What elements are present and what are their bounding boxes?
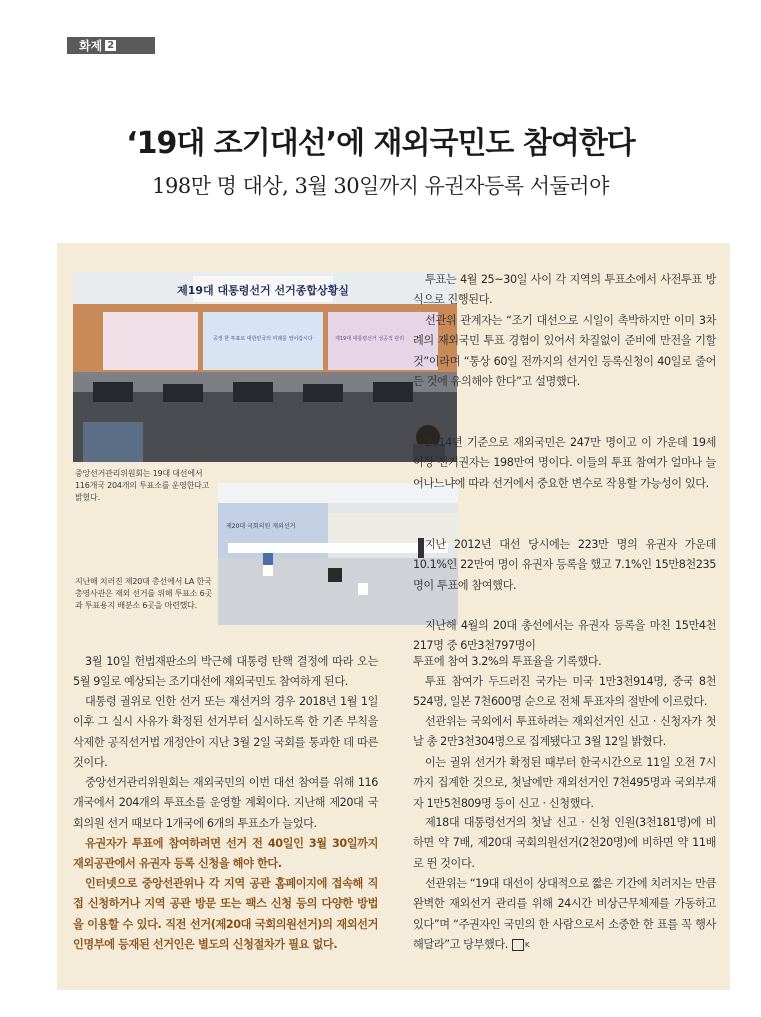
section-tag-label: 화제 [79, 39, 103, 53]
photo1-screen-right: 제19대 대통령선거 성공적 관리 [335, 336, 405, 342]
right-continuation: 투표에 참여 3.2%의 투표율을 기록했다. [413, 655, 602, 668]
right-bottom-paragraph-1: 투표 참여가 두드러진 국가는 미국 1만3천914명, 중국 8천524명, 일본 7천600명 순으로 전체 투표자의 절반에 이르렀다. [413, 675, 716, 709]
left-paragraph-2: 대통령 궐위로 인한 선거 또는 재선거의 경우 2018년 1월 1일 이후 그 실시 사유가 확정된 선거부터 실시하도록 한 기존 부칙을 삭제한 공직선거법 개정안이 지난 3월 2일 국회를 통과한 데 따른 것이다. [73, 695, 378, 769]
photo2-banner: 제20대 국회의원 재외선거 [226, 523, 296, 530]
right-paragraph-5: 지난해 4월의 20대 총선에서는 유권자 등록을 마친 15만4천217명 중 6만3천797명이 [413, 619, 716, 653]
left-paragraph-highlight-2: 인터넷으로 중앙선관위나 각 지역 공관 홈페이지에 접속해 직접 신청하거나 지역 공관 방문 또는 팩스 신청 등의 다양한 방법을 이용할 수 있다. 직전 선거(제20대 국회의원선거)의 재외선거인명부에 등재된 선거인은 별도의 신청절차가 필요 없다. [73, 877, 378, 951]
right-paragraph-1: 투표는 4월 25~30일 사이 각 지역의 투표소에서 사전투표 방식으로 진행된다. [413, 273, 716, 307]
left-paragraph-highlight-1: 유권자가 투표에 참여하려면 선거 전 40일인 3월 30일까지 재외공관에서 유권자 등록 신청을 해야 한다. [73, 837, 378, 871]
left-paragraph-3: 중앙선거관리위원회는 재외국민의 이번 대선 참여를 위해 116개국에서 204개의 투표소를 운영할 계획이다. 지난해 제20대 국회의원 선거 때보다 1개국에 6개의 투표소가 늘었다. [73, 776, 378, 830]
right-paragraph-2: 선관위 관계자는 “조기 대선으로 시일이 촉박하지만 이미 3차례의 재외국민 투표 경험이 있어서 차질없이 준비에 만전을 기할 것”이라며 “통상 60일 전까지의 선거인 등록신청이 40일로 줄어든 것에 유의해야 한다”고 설명했다. [413, 314, 716, 388]
right-bottom-paragraph-5 [413, 874, 716, 955]
right-paragraph-3: 2014년 기준으로 재외국민은 247만 명이고 이 가운데 19세 이상 선거권자는 198만여 명이다. 이들의 투표 참여가 얼마나 늘어나느냐에 따라 선거에서 중요한 변수로 작용할 가능성이 있다. [413, 436, 716, 490]
section-tag-number: 2 [107, 40, 115, 51]
right-bottom-paragraph-5-text: 선관위는 “19대 대선이 상대적으로 짧은 기간에 치러지는 만큼 완벽한 재외선거 관리를 위해 24시간 비상근무체제를 가동하고 있다”며 “주권자인 국민의 한 사람으로서 소중한 한 표를 꼭 행사해달라”고 당부했다. [413, 877, 716, 951]
end-mark-icon: K [512, 939, 524, 951]
right-paragraph-4: 지난 2012년 대선 당시에는 223만 명의 유권자 가운데 10.1%인 22만여 명이 유권자 등록을 했고 7.1%인 15만8천235명이 투표에 참여했다. [413, 538, 716, 592]
subheadline: 198만 명 대상, 3월 30일까지 유권자등록 서둘러야 [152, 174, 609, 198]
photo1-banner: 제19대 대통령선거 선거종합상황실 [177, 284, 349, 297]
right-bottom-paragraph-3: 이는 궐위 선거가 확정된 때부터 한국시간으로 11일 오전 7시까지 집계한 것으로, 첫날에만 재외선거인 7천495명과 국외부재자 1만5천809명 등이 신고 · 신청했다. [413, 756, 716, 810]
right-bottom-paragraph-2: 선관위는 국외에서 투표하려는 재외선거인 신고 · 신청자가 첫날 총 2만3천304명으로 집계됐다고 3월 12일 밝혔다. [413, 715, 716, 749]
headline: ‘19대 조기대선’에 재외국민도 참여한다 [126, 126, 635, 161]
right-bottom-paragraph-4: 제18대 대통령선거의 첫날 신고 · 신청 인원(3천181명)에 비하면 약 7배, 제20대 국회의원선거(2천20명)에 비하면 약 11배로 뛴 것이다. [413, 816, 716, 870]
photo2-caption: 지난해 치러진 제20대 총선에서 LA 한국 총영사관은 재외 선거를 위해 투표소 6곳과 투표용지 배분소 6곳을 마련했다. [75, 577, 213, 610]
photo-situation-room [73, 272, 457, 462]
photo1-caption: 중앙선거관리위원회는 19대 대선에서 116개국 204개의 투표소를 운영한다고 밝혔다. [75, 469, 210, 502]
photo1-screen-left: 공정 한 투표로 대한민국의 미래를 열어갑시다 [213, 336, 313, 342]
section-tag [67, 37, 155, 54]
left-paragraph-1: 3월 10일 헌법재판소의 박근혜 대통령 탄핵 결정에 따라 오는 5월 9일로 예상되는 조기대선에 재외국민도 참여하게 된다. [73, 655, 378, 689]
